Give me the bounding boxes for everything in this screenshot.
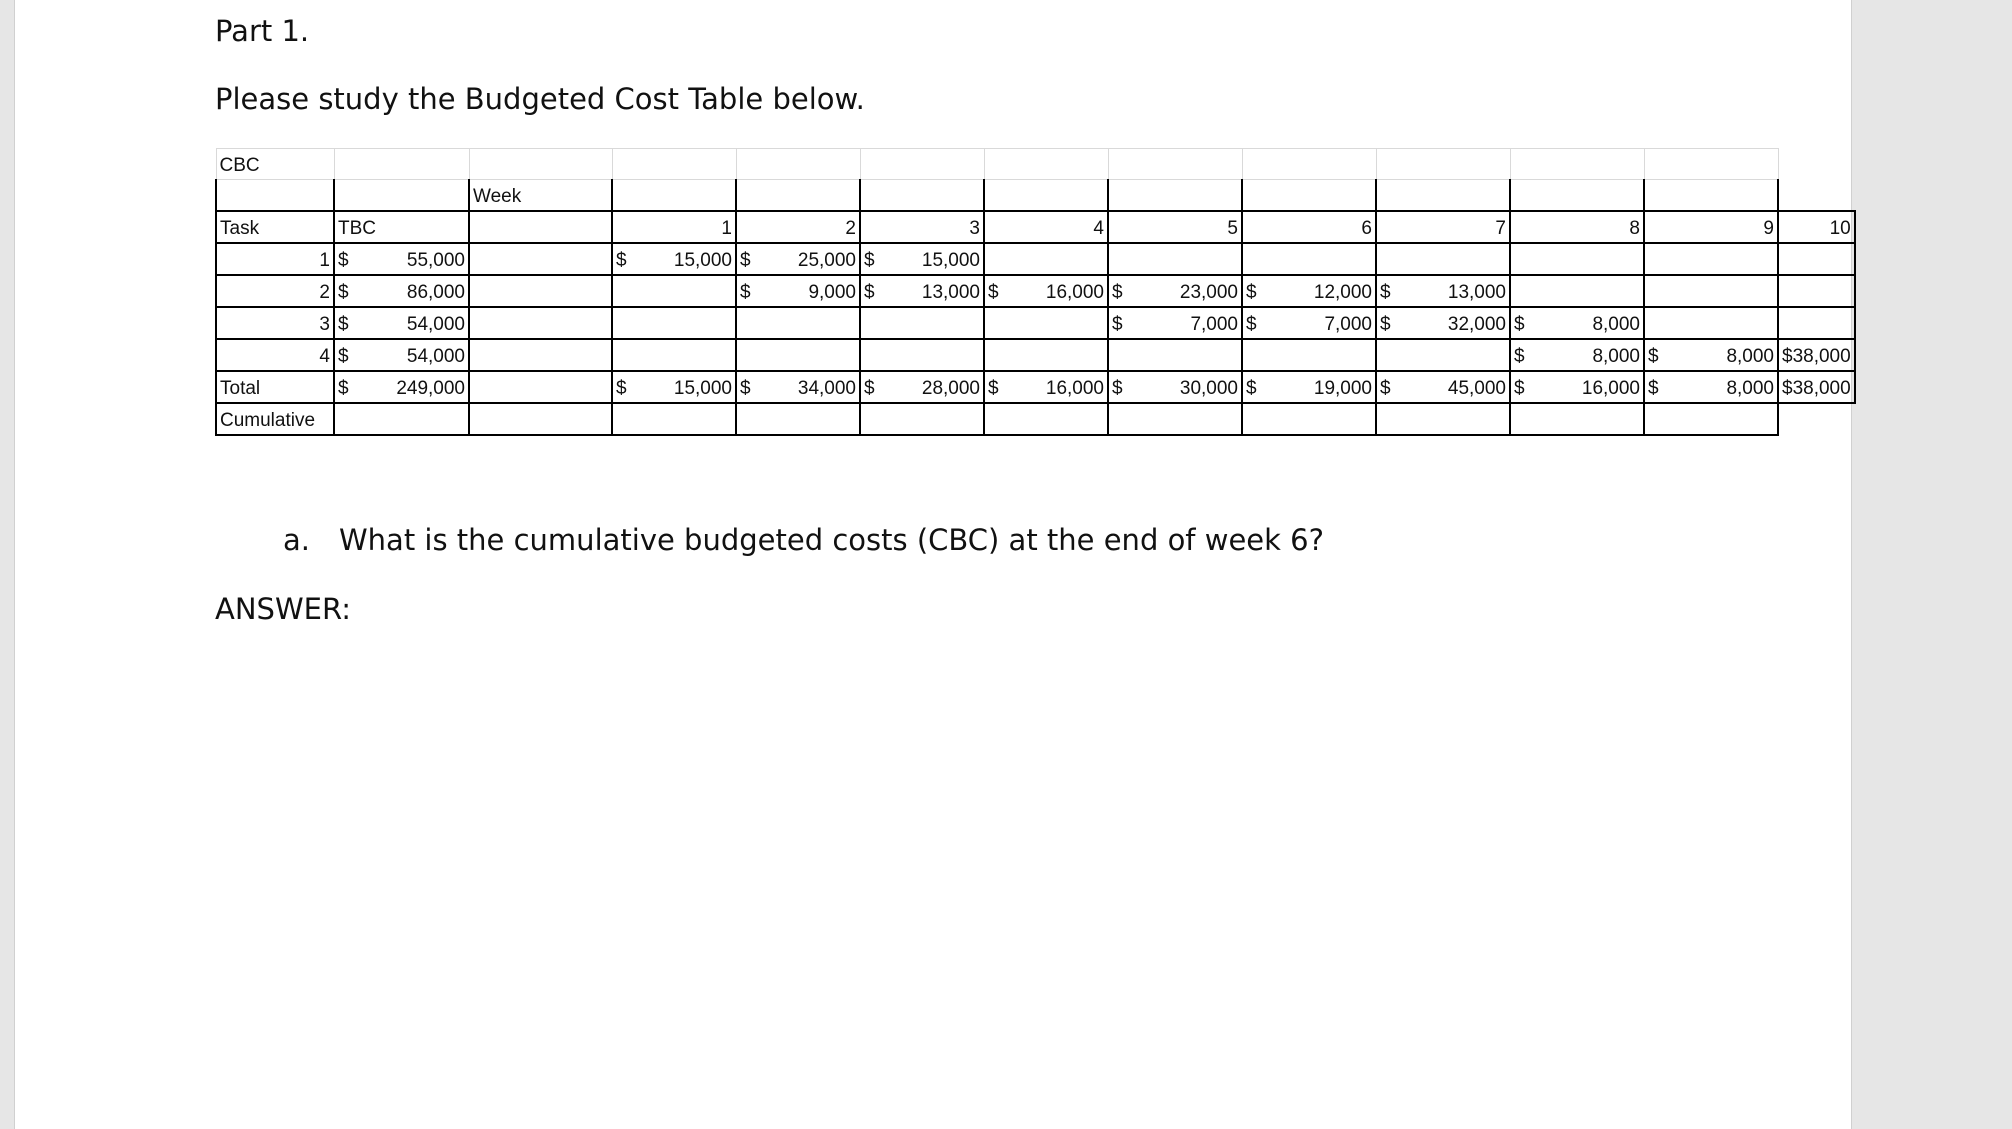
- empty-cell: [216, 180, 334, 212]
- empty-cell: [984, 149, 1108, 180]
- table-title: CBC: [216, 149, 334, 180]
- week-cost-cell: [1510, 307, 1644, 339]
- currency-symbol: $: [1112, 282, 1123, 303]
- table-row: [216, 307, 1855, 339]
- currency-symbol: $: [1246, 378, 1257, 399]
- currency-symbol: $: [988, 378, 999, 399]
- amount-value: 9,000: [808, 282, 856, 303]
- total-week-cell: [1644, 371, 1778, 403]
- empty-cell: [1376, 403, 1510, 435]
- currency-symbol: $: [740, 250, 751, 271]
- week-number: 1: [612, 211, 736, 243]
- part-title: Part 1.: [215, 14, 310, 48]
- empty-cell: [860, 339, 984, 371]
- empty-cell: [1510, 243, 1644, 275]
- currency-symbol: $: [740, 378, 751, 399]
- empty-cell: [1644, 403, 1778, 435]
- currency-symbol: $: [338, 378, 349, 399]
- tbc-cell: [334, 307, 469, 339]
- empty-cell: [1644, 149, 1778, 180]
- currency-symbol: $: [864, 250, 875, 271]
- amount-value: 15,000: [673, 378, 732, 399]
- empty-cell: [1108, 403, 1242, 435]
- week-cost-cell: [984, 275, 1108, 307]
- amount-value: 7,000: [1324, 314, 1372, 335]
- total-week-cell: [1376, 371, 1510, 403]
- week-number: 5: [1108, 211, 1242, 243]
- currency-symbol: $: [1514, 346, 1525, 367]
- week-cost-cell: [1242, 275, 1376, 307]
- tbc-cell: [334, 275, 469, 307]
- amount-value: 8,000: [1726, 346, 1774, 367]
- currency-symbol: $: [1112, 314, 1123, 335]
- empty-cell: [984, 243, 1108, 275]
- empty-cell: [736, 180, 860, 212]
- amount-value: 32,000: [1447, 314, 1506, 335]
- amount-value: 13,000: [1447, 282, 1506, 303]
- week-cost-cell: [1376, 275, 1510, 307]
- column-header-row: [216, 211, 1855, 243]
- empty-cell: [736, 339, 860, 371]
- task-number: 3: [216, 307, 334, 339]
- empty-cell: [1644, 275, 1778, 307]
- empty-cell: [1644, 307, 1778, 339]
- empty-cell: [1108, 339, 1242, 371]
- currency-symbol: $: [1782, 346, 1793, 367]
- empty-cell: [469, 211, 612, 243]
- empty-cell: [612, 275, 736, 307]
- empty-cell: [1242, 180, 1376, 212]
- currency-symbol: $: [338, 314, 349, 335]
- amount-value: 15,000: [673, 250, 732, 271]
- empty-cell: [612, 339, 736, 371]
- amount-value: 23,000: [1179, 282, 1238, 303]
- empty-cell: [736, 403, 860, 435]
- amount-value: 8,000: [1726, 378, 1774, 399]
- task-number: 4: [216, 339, 334, 371]
- total-week-cell: [860, 371, 984, 403]
- amount-value: 19,000: [1313, 378, 1372, 399]
- amount-value: 12,000: [1313, 282, 1372, 303]
- week-cost-cell: [860, 243, 984, 275]
- currency-symbol: $: [1246, 314, 1257, 335]
- empty-cell: [612, 149, 736, 180]
- amount-value: 8,000: [1592, 314, 1640, 335]
- amount-value: 249,000: [396, 378, 465, 399]
- currency-symbol: $: [864, 378, 875, 399]
- amount-value: 15,000: [921, 250, 980, 271]
- amount-value: 86,000: [406, 282, 465, 303]
- total-week-cell: [1510, 371, 1644, 403]
- amount-value: 16,000: [1581, 378, 1640, 399]
- empty-cell: [1778, 243, 1855, 275]
- amount-value: 8,000: [1592, 346, 1640, 367]
- table-title-row: [216, 149, 1855, 180]
- empty-cell: [612, 180, 736, 212]
- week-cost-cell: [1376, 307, 1510, 339]
- table-row: [216, 339, 1855, 371]
- amount-value: 38,000: [1792, 378, 1851, 399]
- amount-value: 16,000: [1045, 282, 1104, 303]
- table-row: [216, 275, 1855, 307]
- week-cost-cell: [736, 243, 860, 275]
- currency-symbol: $: [1380, 314, 1391, 335]
- task-number: 1: [216, 243, 334, 275]
- empty-cell: [1108, 180, 1242, 212]
- empty-cell: [1644, 243, 1778, 275]
- total-row: [216, 371, 1855, 403]
- empty-cell: [1644, 180, 1778, 212]
- amount-value: 7,000: [1190, 314, 1238, 335]
- currency-symbol: $: [338, 282, 349, 303]
- currency-symbol: $: [864, 282, 875, 303]
- currency-symbol: $: [1514, 314, 1525, 335]
- empty-cell: [334, 403, 469, 435]
- empty-cell: [469, 403, 612, 435]
- empty-cell: [469, 371, 612, 403]
- week-label: Week: [469, 180, 612, 212]
- empty-cell: [984, 180, 1108, 212]
- week-cost-cell: [1108, 275, 1242, 307]
- currency-symbol: $: [338, 250, 349, 271]
- empty-cell: [1242, 339, 1376, 371]
- empty-cell: [984, 403, 1108, 435]
- amount-value: 54,000: [406, 346, 465, 367]
- empty-cell: [469, 339, 612, 371]
- week-cost-cell: [736, 275, 860, 307]
- answer-label: ANSWER:: [215, 592, 351, 626]
- empty-cell: [334, 149, 469, 180]
- amount-value: 54,000: [406, 314, 465, 335]
- week-number: 8: [1510, 211, 1644, 243]
- total-week-cell: [612, 371, 736, 403]
- empty-cell: [860, 307, 984, 339]
- tbc-cell: [334, 339, 469, 371]
- total-week-cell: [1108, 371, 1242, 403]
- currency-symbol: $: [1246, 282, 1257, 303]
- empty-cell: [1778, 275, 1855, 307]
- week-number: 10: [1778, 211, 1855, 243]
- empty-cell: [1242, 149, 1376, 180]
- cumulative-label: Cumulative: [216, 403, 334, 435]
- empty-cell: [1376, 243, 1510, 275]
- empty-cell: [1242, 243, 1376, 275]
- total-week-cell: [1242, 371, 1376, 403]
- week-cost-cell: [612, 243, 736, 275]
- currency-symbol: $: [616, 250, 627, 271]
- week-number: 4: [984, 211, 1108, 243]
- empty-cell: [1778, 307, 1855, 339]
- currency-symbol: $: [740, 282, 751, 303]
- empty-cell: [1376, 149, 1510, 180]
- tbc-label: TBC: [334, 211, 469, 243]
- currency-symbol: $: [1514, 378, 1525, 399]
- week-cost-cell: [1644, 339, 1778, 371]
- empty-cell: [736, 307, 860, 339]
- empty-cell: [612, 307, 736, 339]
- question-text: What is the cumulative budgeted costs (CBC) at the end of week 6?: [339, 523, 1324, 557]
- amount-value: 34,000: [797, 378, 856, 399]
- week-number: 3: [860, 211, 984, 243]
- empty-cell: [736, 149, 860, 180]
- empty-cell: [984, 339, 1108, 371]
- currency-symbol: $: [1648, 346, 1659, 367]
- total-week-cell: [984, 371, 1108, 403]
- week-cost-cell: [1778, 339, 1855, 371]
- currency-symbol: $: [988, 282, 999, 303]
- total-week-cell: [1778, 371, 1855, 403]
- amount-value: 38,000: [1792, 346, 1851, 367]
- empty-cell: [860, 149, 984, 180]
- empty-cell: [1108, 149, 1242, 180]
- task-label: Task: [216, 211, 334, 243]
- week-cost-cell: [1242, 307, 1376, 339]
- empty-cell: [1376, 180, 1510, 212]
- empty-cell: [860, 403, 984, 435]
- currency-symbol: $: [616, 378, 627, 399]
- empty-cell: [469, 275, 612, 307]
- question-a: [283, 523, 1324, 557]
- empty-cell: [1376, 339, 1510, 371]
- empty-cell: [334, 180, 469, 212]
- empty-cell: [469, 243, 612, 275]
- week-number: 7: [1376, 211, 1510, 243]
- amount-value: 13,000: [921, 282, 980, 303]
- tbc-cell: [334, 243, 469, 275]
- empty-cell: [1510, 403, 1644, 435]
- empty-cell: [1108, 243, 1242, 275]
- amount-value: 30,000: [1179, 378, 1238, 399]
- budgeted-cost-table: [215, 148, 1856, 436]
- currency-symbol: $: [338, 346, 349, 367]
- empty-cell: [1242, 403, 1376, 435]
- empty-cell: [1510, 149, 1644, 180]
- week-cost-cell: [1108, 307, 1242, 339]
- empty-cell: [860, 180, 984, 212]
- currency-symbol: $: [1112, 378, 1123, 399]
- amount-value: 28,000: [921, 378, 980, 399]
- total-label: Total: [216, 371, 334, 403]
- week-number: 2: [736, 211, 860, 243]
- empty-cell: [612, 403, 736, 435]
- week-header-row: [216, 180, 1855, 212]
- week-cost-cell: [1510, 339, 1644, 371]
- total-tbc-cell: [334, 371, 469, 403]
- empty-cell: [469, 307, 612, 339]
- currency-symbol: $: [1380, 378, 1391, 399]
- empty-cell: [469, 149, 612, 180]
- currency-symbol: $: [1648, 378, 1659, 399]
- amount-value: 25,000: [797, 250, 856, 271]
- amount-value: 55,000: [406, 250, 465, 271]
- task-number: 2: [216, 275, 334, 307]
- empty-cell: [1510, 180, 1644, 212]
- week-number: 9: [1644, 211, 1778, 243]
- cumulative-row: [216, 403, 1855, 435]
- empty-cell: [1510, 275, 1644, 307]
- week-cost-cell: [860, 275, 984, 307]
- amount-value: 16,000: [1045, 378, 1104, 399]
- intro-text: Please study the Budgeted Cost Table below.: [215, 82, 865, 116]
- currency-symbol: $: [1380, 282, 1391, 303]
- amount-value: 45,000: [1447, 378, 1506, 399]
- empty-cell: [984, 307, 1108, 339]
- currency-symbol: $: [1782, 378, 1793, 399]
- table-row: [216, 243, 1855, 275]
- question-marker: a.: [283, 523, 310, 557]
- week-number: 6: [1242, 211, 1376, 243]
- total-week-cell: [736, 371, 860, 403]
